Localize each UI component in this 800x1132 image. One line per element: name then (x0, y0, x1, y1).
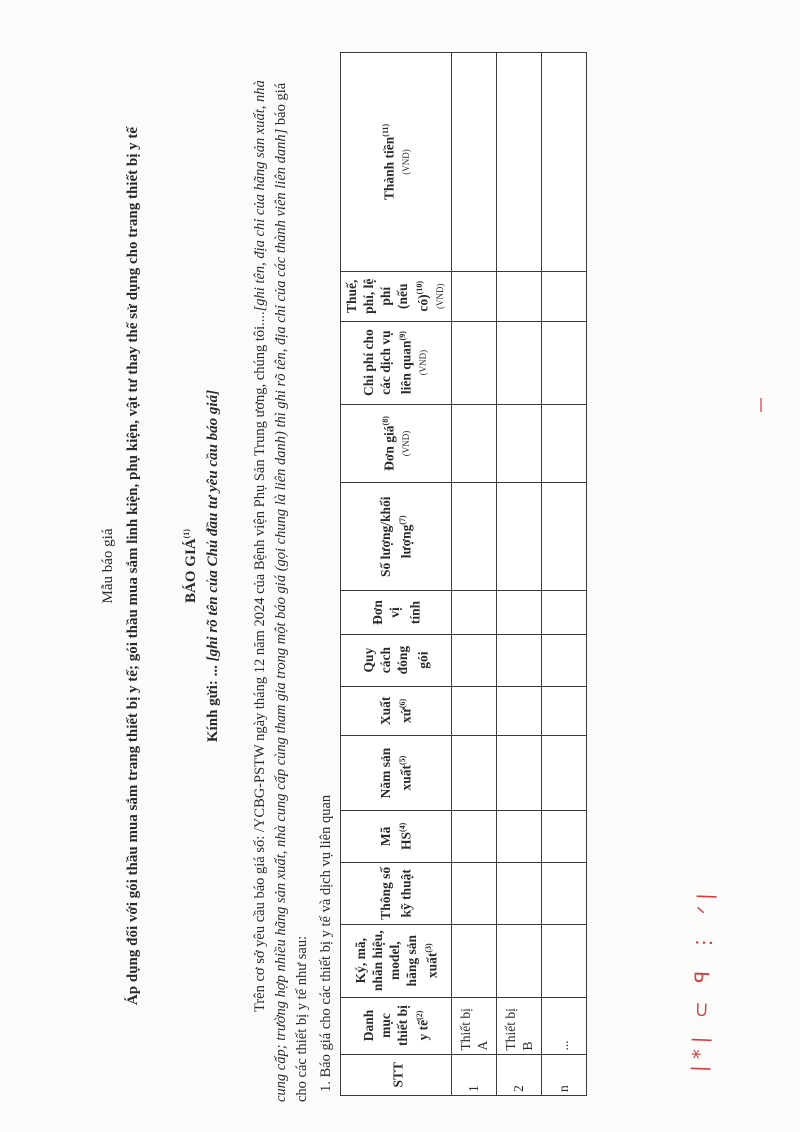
table-row (496, 53, 541, 1096)
empty-cell (451, 483, 496, 591)
addressee-line: Kính gửi: ... [ghi rõ tên của Chủ đầu tư yêu cầu báo giá] (205, 389, 221, 743)
empty-cell (541, 591, 586, 635)
column-header: STT (341, 1054, 452, 1095)
empty-cell (451, 686, 496, 736)
column-header: Danh mục thiết bị y tế$^{(2)}$ (341, 997, 452, 1054)
empty-cell (451, 591, 496, 635)
empty-cell (451, 271, 496, 321)
column-header: Thuế, phí, lệ phí (nếu có)$^{(10)}$ (VND) (341, 271, 452, 321)
empty-cell (541, 483, 586, 591)
empty-cell (451, 634, 496, 686)
empty-cell (451, 321, 496, 404)
column-header: Mã HS$^{(4)}$ (341, 810, 452, 862)
column-header: Thông số kỹ thuật (341, 862, 452, 924)
empty-cell (496, 634, 541, 686)
form-subtitle: Áp dụng đối với gói thầu mua sắm trang thiết bị y tế; gói thầu mua sắm linh kiện, phụ kiện, vật tư thay thế sử dụng cho trang thiết bị y tế (125, 126, 141, 1006)
column-header: Thành tiền$^{(11)}$ (VND) (341, 53, 452, 272)
handwritten-initials: |*| ⊂ ꟼ ⋮ ᐟ| (686, 886, 718, 1073)
empty-cell (496, 686, 541, 736)
column-header: Chi phí cho các dịch vụ liên quan$^{(9)}$ (VND) (341, 321, 452, 404)
form-title: Mẫu báo giá (100, 528, 116, 604)
empty-cell (541, 686, 586, 736)
empty-cell (541, 862, 586, 924)
table-row (451, 53, 496, 1096)
section-1-heading: 1. Báo giá cho các thiết bị y tế và dịch vụ liên quan (318, 794, 334, 1092)
empty-cell (496, 591, 541, 635)
empty-cell (541, 321, 586, 404)
row-number: n (541, 1054, 586, 1095)
empty-cell (451, 924, 496, 997)
intro-paragraph: Trên cơ sở yêu cầu báo giá số: /YCBG-PSTW ngày tháng 12 năm 2024 của Bệnh viện Phụ Sản Trung ương, chúng tôi....[ghi tên, địa chỉ của hãng sản xuất, nhà cung cấp; trường hợp nhiều hãng sản xuất, nhà cung cấp cùng tham gia trong một báo giá (gọi chung là liên danh) thì ghi rõ tên, địa chỉ của các thành viên liên danh] báo giá cho các thiết bị y tế như sau: (252, 80, 310, 1102)
column-header: Ký, mã, nhãn hiệu, model, hãng sản xuất$^{(3)}$ (341, 924, 452, 997)
device-name: Thiết bị A (451, 997, 496, 1054)
table-row (541, 53, 586, 1096)
empty-cell (541, 404, 586, 483)
column-header: Số lượng/khối lượng$^{(7)}$ (341, 483, 452, 591)
empty-cell (496, 862, 541, 924)
empty-cell (451, 810, 496, 862)
row-number: 1 (451, 1054, 496, 1095)
device-name: Thiết bị B (496, 997, 541, 1054)
ink-mark (760, 398, 762, 412)
column-header: Xuất xứ$^{(6)}$ (341, 686, 452, 736)
empty-cell (496, 53, 541, 272)
empty-cell (496, 483, 541, 591)
device-name: ... (541, 997, 586, 1054)
empty-cell (496, 404, 541, 483)
column-header: Quy cách đóng gói (341, 634, 452, 686)
empty-cell (541, 53, 586, 272)
column-header: Đơn vị tính (341, 591, 452, 635)
row-number: 2 (496, 1054, 541, 1095)
column-header: Năm sản xuất$^{(5)}$ (341, 736, 452, 811)
empty-cell (496, 271, 541, 321)
table-header-row (341, 53, 452, 1096)
empty-cell (451, 736, 496, 811)
empty-cell (496, 736, 541, 811)
empty-cell (451, 404, 496, 483)
empty-cell (541, 634, 586, 686)
empty-cell (541, 924, 586, 997)
empty-cell (496, 924, 541, 997)
empty-cell (496, 321, 541, 404)
empty-cell (541, 736, 586, 811)
empty-cell (541, 271, 586, 321)
empty-cell (451, 53, 496, 272)
quotation-heading: BÁO GIÁ$^{(1)}$ (182, 529, 199, 603)
empty-cell (451, 862, 496, 924)
empty-cell (541, 810, 586, 862)
empty-cell (496, 810, 541, 862)
column-header: Đơn giá$^{(8)}$ (VND) (341, 404, 452, 483)
quotation-table (340, 52, 587, 1096)
